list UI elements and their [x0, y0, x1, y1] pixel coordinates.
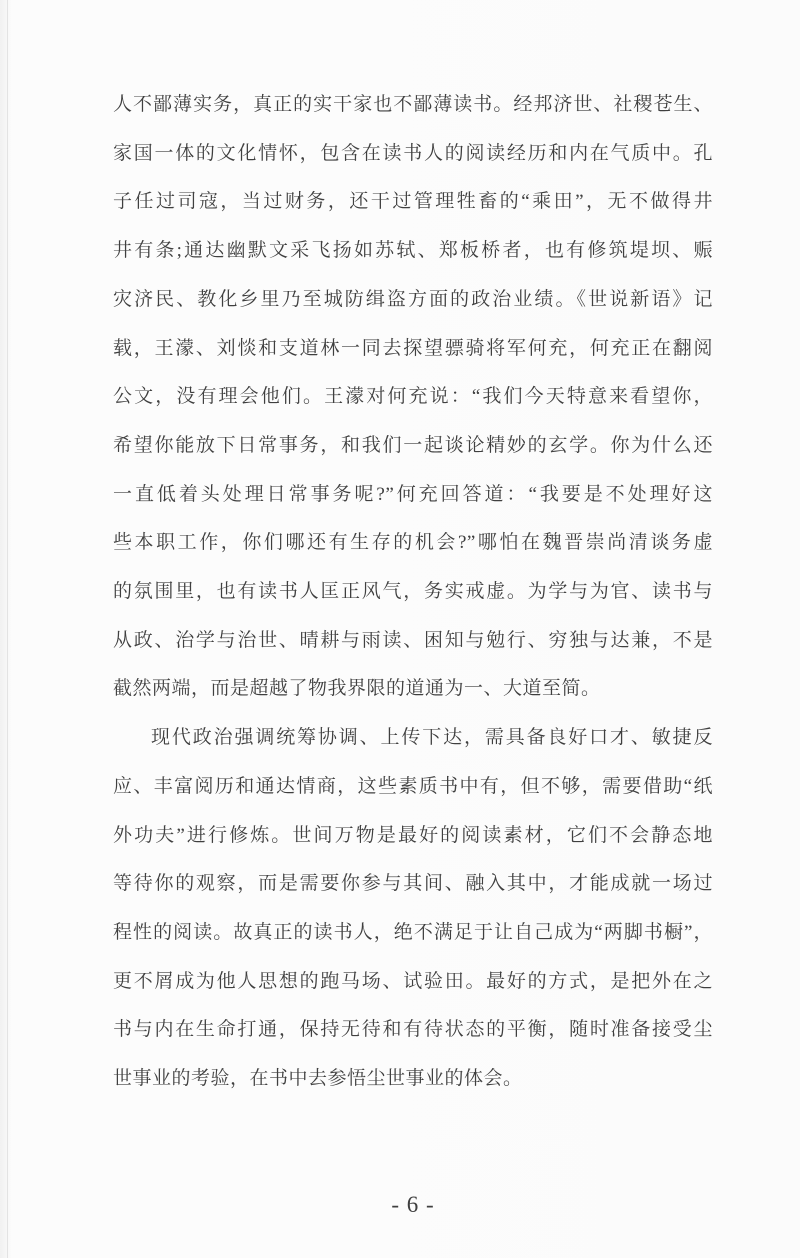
text-line: 书与内在生命打通，保持无待和有待状态的平衡，随时准备接受尘 — [113, 1019, 713, 1041]
page-number: - 6 - — [391, 1192, 435, 1217]
text-line: 截然两端，而是超越了物我界限的道通为一、大道至简。 — [113, 678, 601, 700]
text-line: 现代政治强调统筹协调、上传下达，需具备良好口才、敏捷反 — [151, 727, 713, 749]
text-line: 井有条;通达幽默文采飞扬如苏轼、郑板桥者，也有修筑堤坝、赈 — [113, 240, 713, 262]
scan-edge-line — [7, 0, 8, 1258]
text-line: 载，王濛、刘惔和支道林一同去探望骠骑将军何充，何充正在翻阅 — [113, 337, 713, 359]
text-line: 子任过司寇，当过财务，还干过管理牲畜的“乘田”，无不做得井 — [113, 191, 713, 213]
text-line: 应、丰富阅历和通达情商，这些素质书中有，但不够，需要借助“纸 — [113, 775, 713, 797]
text-line: 公文，没有理会他们。王濛对何充说：“我们今天特意来看望你， — [113, 386, 713, 408]
text-line: 一直低着头处理日常事务呢?”何充回答道：“我要是不处理好这 — [113, 483, 713, 505]
text-line: 世事业的考验，在书中去参悟尘世事业的体会。 — [113, 1068, 523, 1090]
text-line: 更不屑成为他人思想的跑马场、试验田。最好的方式，是把外在之 — [113, 970, 713, 992]
paragraph-2 — [113, 714, 713, 1104]
text-line: 些本职工作，你们哪还有生存的机会?”哪怕在魏晋崇尚清谈务虚 — [113, 532, 713, 554]
body-text — [113, 81, 713, 1104]
text-line: 人不鄙薄实务，真正的实干家也不鄙薄读书。经邦济世、社稷苍生、 — [113, 94, 713, 115]
text-line: 从政、治学与治世、晴耕与雨读、困知与勉行、穷独与达兼，不是 — [113, 629, 713, 651]
text-line: 灾济民、教化乡里乃至城防缉盗方面的政治业绩。《世说新语》记 — [113, 288, 713, 310]
text-line: 外功夫”进行修炼。世间万物是最好的阅读素材，它们不会静态地 — [113, 824, 713, 846]
text-line: 程性的阅读。故真正的读书人，绝不满足于让自己成为“两脚书橱”， — [113, 921, 713, 943]
text-line: 家国一体的文化情怀，包含在读书人的阅读经历和内在气质中。孔 — [113, 142, 713, 164]
paragraph-1 — [113, 81, 713, 714]
text-line: 等待你的观察，而是需要你参与其间、融入其中，才能成就一场过 — [113, 873, 713, 895]
text-line: 希望你能放下日常事务，和我们一起谈论精妙的玄学。你为什么还 — [113, 434, 713, 456]
text-line: 的氛围里，也有读书人匡正风气，务实戒虚。为学与为官、读书与 — [113, 581, 713, 603]
